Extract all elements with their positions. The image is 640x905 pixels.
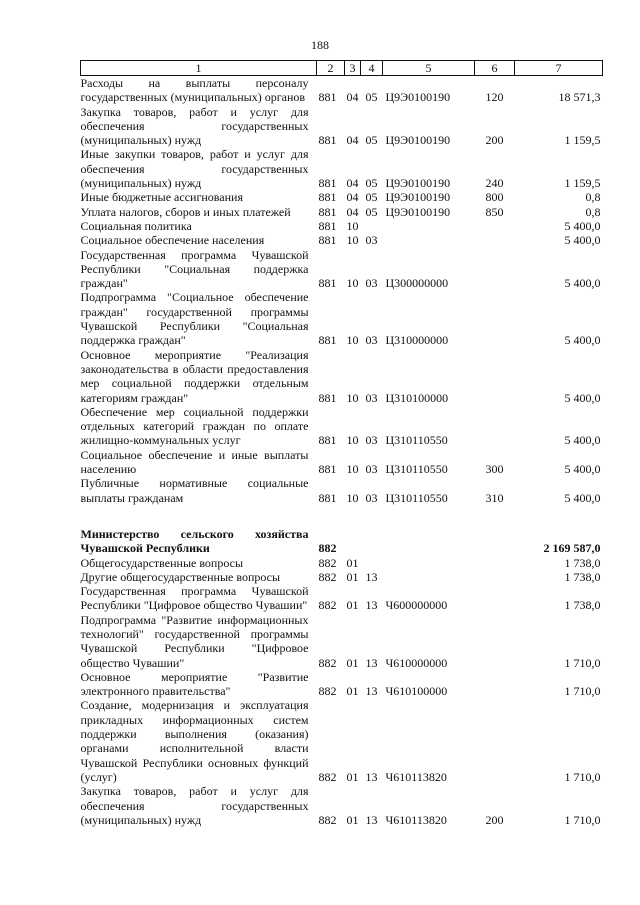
row-target-code: Ч610113820 [385,769,447,784]
page-number: 188 [311,38,329,52]
row-target-code [383,233,475,247]
row-name-cell: Обеспечение мер социальной поддержки отдельных категорий граждан по оплате жилищно-коммунальных услуг [80,404,309,448]
table-section-header-row [81,527,603,556]
table-row [81,570,603,584]
row-name-cell: Социальная политика [80,218,192,233]
row-name-cell: Иные закупки товаров, работ и услуг для обеспечения государственных (муниципальных) нужд [80,147,309,191]
row-target-code: Ц9Э0100190 [385,190,451,205]
row-ministry-code: 881 [318,233,337,248]
table-body [81,76,603,828]
row-section-code: 10 [346,333,359,348]
row-ministry-code: 882 [318,655,337,670]
row-target-code: Ц9Э0100190 [385,133,451,148]
row-name-cell: Закупка товаров, работ и услуг для обеспечения государственных (муниципальных) нужд [80,784,309,827]
row-section-code: 01 [346,555,359,570]
row-section-code: 10 [346,433,359,448]
row-target-code: Ц310110550 [385,433,448,448]
row-expense-type [475,348,515,405]
row-subsection-code: 03 [365,390,378,405]
row-ministry-code: 882 [318,569,337,584]
table-row [81,233,603,247]
budget-table [80,60,603,827]
row-expense-type: 200 [485,812,504,827]
row-section-code: 04 [346,133,359,148]
row-amount: 0,8 [585,204,601,219]
row-ministry-code: 881 [318,176,337,191]
row-subsection-code: 13 [365,684,378,699]
row-section-code: 04 [346,176,359,191]
row-expense-type [475,670,515,699]
row-subsection-code: 03 [365,462,378,477]
row-name-cell: Подпрограмма "Социальное обеспечение граждан" государственной программы Чувашской Республики "Социальная поддержка граждан" [80,290,309,348]
row-subsection-code: 05 [365,190,378,205]
column-header-ministry: 2 [317,61,345,76]
table-row [81,147,603,190]
row-expense-type [475,613,515,670]
table-row [81,290,603,347]
spacer-cell [81,505,603,527]
row-target-code [383,527,475,556]
row-ministry-code: 881 [318,462,337,477]
row-target-code: Ц9Э0100190 [385,176,451,191]
row-amount: 5 400,0 [564,218,601,233]
row-section-code: 10 [346,390,359,405]
row-name-cell: Создание, модернизация и эксплуатация прикладных информационных систем поддержки выполнения (оказания) органами исполнительной власти Чувашской Республики основных функций (услуг) [80,698,309,784]
row-subsection-code: 05 [365,176,378,191]
row-target-code: Ц310110550 [385,462,448,477]
row-ministry-code: 881 [318,90,337,105]
table-row [81,405,603,448]
row-section-code: 04 [346,204,359,219]
row-expense-type [475,527,515,556]
row-amount: 1 710,0 [564,769,601,784]
row-amount: 1 738,0 [564,555,601,570]
row-name-cell: Другие общегосударственные вопросы [80,569,281,584]
row-section-code: 04 [346,90,359,105]
row-name-cell: Министерство сельского хозяйства Чувашской Республики [80,526,309,556]
row-expense-type: 800 [485,190,504,205]
row-amount: 5 400,0 [564,433,601,448]
row-expense-type [475,219,515,233]
row-amount: 1 159,5 [564,133,601,148]
column-header-expense-type: 6 [475,61,515,76]
row-amount: 2 169 587,0 [543,541,601,556]
row-expense-type [475,570,515,584]
row-expense-type [475,584,515,613]
row-name-cell: Основное мероприятие "Реализация законодательства в области предоставления мер социальной поддержки отдельным категориям граждан" [80,347,309,405]
row-expense-type [475,233,515,247]
table-row [81,670,603,699]
row-expense-type: 300 [485,462,504,477]
row-section-code: 01 [346,569,359,584]
row-ministry-code: 882 [318,598,337,613]
row-name-cell: Основное мероприятие "Развитие электронного правительства" [80,669,309,699]
row-name-cell: Публичные нормативные социальные выплаты гражданам [80,476,309,505]
column-header-target-code: 5 [383,61,475,76]
row-target-code: Ч600000000 [385,598,448,613]
row-expense-type: 200 [485,133,504,148]
table-row [81,448,603,477]
row-expense-type: 120 [485,90,504,105]
row-expense-type: 310 [485,490,504,505]
row-name-cell: Социальное обеспечение и иные выплаты населению [80,447,309,477]
row-expense-type [475,405,515,448]
column-header-subsection: 4 [361,61,383,76]
row-target-code [383,570,475,584]
row-target-code: Ч610100000 [385,684,448,699]
row-name-cell: Закупка товаров, работ и услуг для обеспечения государственных (муниципальных) нужд [80,104,309,148]
row-ministry-code: 881 [318,276,337,291]
row-subsection-code: 03 [365,276,378,291]
row-expense-type [475,290,515,347]
row-ministry-code: 881 [318,490,337,505]
row-expense-type [475,248,515,291]
row-section-code: 10 [346,490,359,505]
row-subsection-code [361,527,383,556]
row-ministry-code: 881 [318,190,337,205]
row-ministry-code: 882 [318,684,337,699]
row-section-code: 01 [346,769,359,784]
row-ministry-code: 882 [318,769,337,784]
row-subsection-code: 03 [365,233,378,248]
row-target-code: Ц300000000 [385,276,449,291]
column-header-name: 1 [81,61,317,76]
table-header-row [81,61,603,76]
row-ministry-code: 881 [318,390,337,405]
row-target-code: Ц9Э0100190 [385,204,451,219]
row-subsection-code: 05 [365,133,378,148]
column-header-section: 3 [345,61,361,76]
table-row [81,584,603,613]
row-amount: 5 400,0 [564,233,601,248]
row-section-code [345,527,361,556]
table-spacer-row [81,505,603,527]
row-amount: 5 400,0 [564,462,601,477]
row-subsection-code [361,219,383,233]
row-subsection-code: 03 [365,490,378,505]
row-name-cell: Государственная программа Чувашской Республики "Социальная поддержка граждан" [80,247,309,291]
table-row [81,248,603,291]
row-expense-type: 240 [485,176,504,191]
row-ministry-code: 881 [318,218,337,233]
row-subsection-code: 03 [365,433,378,448]
table-row [81,105,603,148]
row-section-code: 01 [346,598,359,613]
row-section-code: 10 [346,462,359,477]
row-ministry-code: 882 [318,541,337,556]
row-target-code: Ц9Э0100190 [385,90,451,105]
row-subsection-code: 05 [365,90,378,105]
row-subsection-code: 13 [365,769,378,784]
row-subsection-code: 13 [365,598,378,613]
row-target-code: Ц310110550 [385,490,448,505]
row-target-code: Ц310100000 [385,390,449,405]
row-ministry-code: 881 [318,204,337,219]
row-target-code: Ц310000000 [385,333,449,348]
row-amount: 5 400,0 [564,390,601,405]
row-section-code: 10 [346,233,359,248]
table-row [81,190,603,204]
row-amount: 5 400,0 [564,276,601,291]
row-amount: 1 710,0 [564,655,601,670]
table-row [81,556,603,570]
row-name-cell: Иные бюджетные ассигнования [80,190,243,205]
row-name-cell: Социальное обеспечение населения [80,233,265,248]
row-ministry-code: 882 [318,555,337,570]
row-target-code [383,219,475,233]
row-amount: 1 710,0 [564,684,601,699]
table-row [81,698,603,784]
row-subsection-code [361,556,383,570]
row-target-code [383,556,475,570]
row-amount: 1 710,0 [564,812,601,827]
row-ministry-code: 881 [318,333,337,348]
table-row [81,613,603,670]
table-row [81,205,603,219]
row-subsection-code: 03 [365,333,378,348]
row-name-cell: Государственная программа Чувашской Республики "Цифровое общество Чувашии" [80,584,309,613]
row-ministry-code: 881 [318,433,337,448]
row-amount: 1 159,5 [564,176,601,191]
row-subsection-code: 13 [365,569,378,584]
row-expense-type [475,556,515,570]
row-subsection-code: 05 [365,204,378,219]
table-row [81,348,603,405]
row-amount: 1 738,0 [564,569,601,584]
row-name-cell: Расходы на выплаты персоналу государственных (муниципальных) органов [80,76,309,105]
table-row [81,476,603,505]
row-ministry-code: 881 [318,133,337,148]
table-row [81,784,603,827]
table-row [81,219,603,233]
row-subsection-code: 13 [365,812,378,827]
table-row [81,76,603,105]
row-section-code: 01 [346,684,359,699]
row-amount: 5 400,0 [564,490,601,505]
row-expense-type: 850 [485,204,504,219]
row-target-code: Ч610113820 [385,812,447,827]
row-subsection-code: 13 [365,655,378,670]
row-name-cell: Уплата налогов, сборов и иных платежей [80,204,291,219]
row-amount: 5 400,0 [564,333,601,348]
row-amount: 0,8 [585,190,601,205]
row-section-code: 10 [346,276,359,291]
row-name-cell: Общегосударственные вопросы [80,555,244,570]
row-section-code: 01 [346,812,359,827]
row-ministry-code: 882 [318,812,337,827]
row-section-code: 01 [346,655,359,670]
row-amount: 1 738,0 [564,598,601,613]
row-expense-type [475,698,515,784]
row-section-code: 10 [346,218,359,233]
row-name-cell: Подпрограмма "Развитие информационных технологий" государственной программы Чувашской Республики "Цифровое общество Чувашии" [80,612,309,670]
row-target-code: Ч610000000 [385,655,448,670]
column-header-amount: 7 [515,61,603,76]
row-amount: 18 571,3 [558,90,601,105]
row-section-code: 04 [346,190,359,205]
